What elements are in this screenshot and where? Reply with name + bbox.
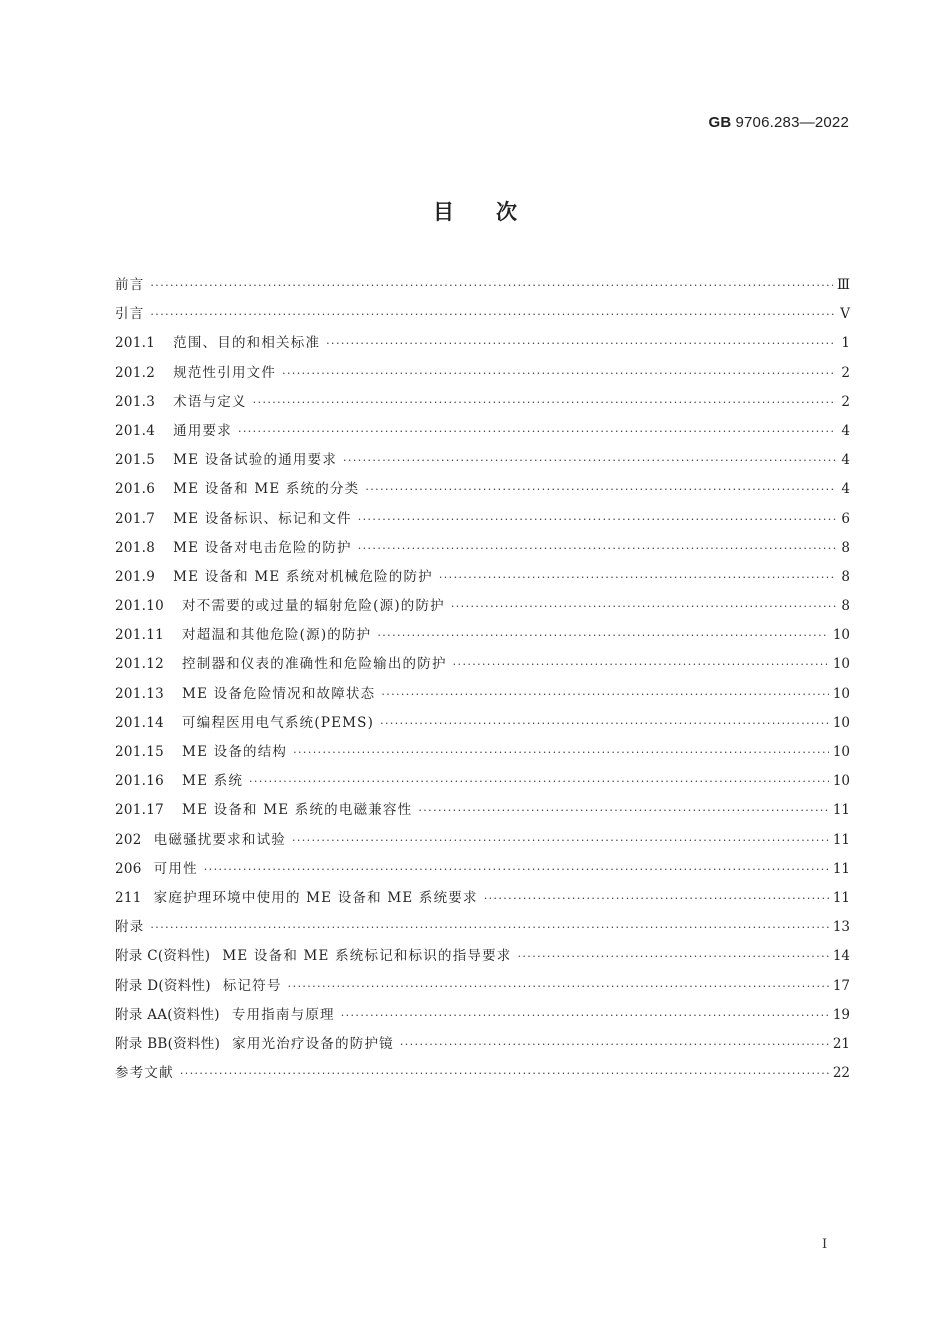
toc-label: 术语与定义 <box>173 393 247 410</box>
toc-leader <box>282 359 836 388</box>
toc-leader <box>343 446 836 475</box>
toc-page: 10 <box>832 773 850 790</box>
toc-leader <box>238 417 836 446</box>
toc-label: ME 设备试验的通用要求 <box>173 452 338 469</box>
toc-leader <box>439 563 836 592</box>
toc-leader <box>341 1001 829 1030</box>
toc-label: 通用要求 <box>173 422 232 439</box>
toc-leader <box>150 271 833 300</box>
toc-entry[interactable] <box>115 767 850 796</box>
toc-number: 201.17 <box>115 802 165 819</box>
toc-page: 13 <box>832 919 850 936</box>
toc-number: 附录 BB(资料性) <box>115 1035 221 1052</box>
toc-entry[interactable] <box>115 1030 850 1059</box>
toc-page: 10 <box>832 744 850 760</box>
toc-entry[interactable] <box>115 942 850 971</box>
toc-label: ME 设备和 ME 系统标记和标识的指导要求 <box>222 948 512 965</box>
toc-number: 201.7 <box>115 510 156 527</box>
toc-page: 17 <box>832 977 850 994</box>
toc-number: 201.11 <box>115 627 165 644</box>
toc-number: 206 <box>115 860 142 877</box>
toc-label: 标记符号 <box>222 977 282 994</box>
toc-entry[interactable] <box>115 796 850 825</box>
toc-leader <box>381 680 828 709</box>
standard-number: 9706.283—2022 <box>735 114 849 131</box>
toc-page: 14 <box>832 948 850 965</box>
toc-label: 家用光治疗设备的防护镜 <box>232 1035 394 1052</box>
toc-leader <box>204 855 829 884</box>
toc-entry[interactable] <box>115 329 850 358</box>
toc-number: 201.6 <box>115 481 156 498</box>
toc-entry[interactable] <box>115 563 850 592</box>
toc-entry[interactable] <box>115 650 850 679</box>
toc-entry[interactable] <box>115 475 850 504</box>
toc-page: 10 <box>832 714 850 731</box>
toc-page: Ⅲ <box>836 277 850 293</box>
toc-number: 211 <box>115 889 142 906</box>
toc-leader <box>365 475 836 504</box>
toc-label: ME 设备和 ME 系统对机械危险的防护 <box>173 568 433 585</box>
toc-page: 11 <box>832 889 850 906</box>
toc-entry[interactable] <box>115 1059 850 1088</box>
toc-page: 11 <box>832 831 850 848</box>
toc-leader <box>150 913 828 942</box>
toc-label: 规范性引用文件 <box>173 364 277 381</box>
toc-label: 范围、目的和相关标准 <box>173 335 321 352</box>
toc-label: ME 系统 <box>182 773 244 790</box>
toc-leader <box>288 972 829 1001</box>
toc-number: 201.14 <box>115 714 165 731</box>
toc-label: ME 设备和 ME 系统的电磁兼容性 <box>182 802 413 819</box>
toc-page: Ⅴ <box>840 306 850 323</box>
toc-entry[interactable] <box>115 534 850 563</box>
page-title: 目次 <box>433 200 559 224</box>
toc-number: 附录 C(资料性) <box>115 948 211 965</box>
toc-number: 201.1 <box>115 335 156 352</box>
toc-number: 201.16 <box>115 773 165 790</box>
toc-number: 201.13 <box>115 685 165 702</box>
toc-leader <box>249 767 829 796</box>
toc-page: 10 <box>832 627 850 644</box>
toc-page: 11 <box>832 802 850 819</box>
page-number: I <box>822 1237 828 1252</box>
toc-label: 电磁骚扰要求和试验 <box>153 831 286 848</box>
toc-entry[interactable] <box>115 913 850 942</box>
toc-entry[interactable] <box>115 972 850 1001</box>
toc-entry[interactable] <box>115 738 850 767</box>
toc-page: 19 <box>832 1006 850 1023</box>
toc-label: ME 设备的结构 <box>182 744 288 760</box>
toc-entry[interactable] <box>115 680 850 709</box>
toc-page: 8 <box>841 539 850 556</box>
toc-leader <box>451 592 836 621</box>
toc-entry[interactable] <box>115 855 850 884</box>
toc-label: ME 设备标识、标记和文件 <box>173 510 352 527</box>
toc-leader <box>292 826 829 855</box>
toc-entry[interactable] <box>115 359 850 388</box>
toc-leader <box>150 300 836 329</box>
toc-leader <box>453 650 829 679</box>
toc-number: 附录 D(资料性) <box>115 977 211 994</box>
toc-label: 可编程医用电气系统(PEMS) <box>182 714 375 731</box>
toc-page: 22 <box>832 1065 850 1082</box>
toc-label: 引言 <box>115 306 145 323</box>
toc-label: 控制器和仪表的准确性和危险输出的防护 <box>182 656 447 673</box>
toc-leader <box>380 709 829 738</box>
toc-number: 201.2 <box>115 364 156 381</box>
toc-number: 201.10 <box>115 598 165 615</box>
toc-number: 201.12 <box>115 656 165 673</box>
toc-number: 201.3 <box>115 393 156 410</box>
toc-entry[interactable] <box>115 417 850 446</box>
toc-entry[interactable] <box>115 592 850 621</box>
toc-label: 对超温和其他危险(源)的防护 <box>182 627 372 644</box>
toc-number: 201.15 <box>115 744 165 760</box>
toc-page: 2 <box>841 393 850 410</box>
toc-entry[interactable] <box>115 709 850 738</box>
toc-leader <box>293 738 829 767</box>
toc-label: 家庭护理环境中使用的 ME 设备和 ME 系统要求 <box>153 889 478 906</box>
toc-label: 对不需要的或过量的辐射危险(源)的防护 <box>182 598 445 615</box>
toc-leader <box>518 942 829 971</box>
toc-page: 10 <box>832 656 850 673</box>
toc-entry[interactable] <box>115 446 850 475</box>
gb-mark: GB <box>708 114 732 131</box>
toc-leader <box>418 796 828 825</box>
toc-leader <box>326 329 836 358</box>
toc-entry[interactable] <box>115 300 850 329</box>
toc-label: ME 设备和 ME 系统的分类 <box>173 481 360 498</box>
toc-entry[interactable] <box>115 621 850 650</box>
toc-leader <box>358 534 836 563</box>
toc-page: 4 <box>841 422 850 439</box>
toc-leader <box>253 388 836 417</box>
toc-page: 1 <box>841 335 850 352</box>
toc-page: 10 <box>832 685 850 702</box>
toc-page: 2 <box>841 364 850 381</box>
document-header <box>709 114 849 131</box>
toc-entry[interactable] <box>115 826 850 855</box>
toc-leader <box>484 884 829 913</box>
toc-page: 6 <box>841 510 850 527</box>
toc-label: 专用指南与原理 <box>231 1006 335 1023</box>
toc-label: 前言 <box>115 277 145 293</box>
toc-entry[interactable] <box>115 505 850 534</box>
toc-label: 可用性 <box>153 860 198 877</box>
toc-page: 21 <box>832 1035 850 1052</box>
toc-number: 201.8 <box>115 539 156 556</box>
toc-page: 4 <box>841 481 850 498</box>
toc-page: 8 <box>841 598 850 615</box>
toc-label: ME 设备对电击危险的防护 <box>173 539 352 556</box>
toc-page: 8 <box>841 568 850 585</box>
toc-leader <box>400 1030 829 1059</box>
toc-number: 201.5 <box>115 452 156 469</box>
toc-label: 附录 <box>115 919 145 936</box>
toc-leader <box>358 505 836 534</box>
toc-leader <box>377 621 828 650</box>
toc-page: 11 <box>832 860 850 877</box>
toc-number: 201.4 <box>115 422 156 439</box>
toc-entry[interactable] <box>115 1001 850 1030</box>
toc-entry[interactable] <box>115 271 850 300</box>
toc-number: 202 <box>115 831 142 848</box>
toc-entry[interactable] <box>115 388 850 417</box>
toc-page: 4 <box>841 452 850 469</box>
toc-number: 201.9 <box>115 568 156 585</box>
toc-number: 附录 AA(资料性) <box>115 1006 220 1023</box>
toc-label: ME 设备危险情况和故障状态 <box>182 685 376 702</box>
toc-label: 参考文献 <box>115 1065 174 1082</box>
toc-leader <box>180 1059 829 1088</box>
toc-entry[interactable] <box>115 884 850 913</box>
table-of-contents <box>115 271 850 1088</box>
